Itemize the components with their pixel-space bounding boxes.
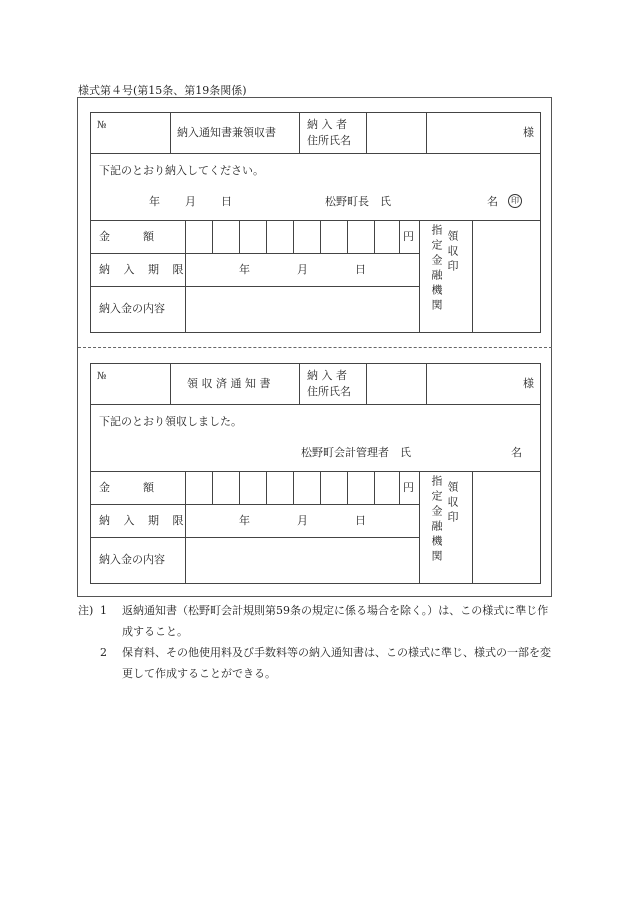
date-year: 年 (149, 195, 160, 208)
instruction-text: 下記のとおり領収しました。 (99, 415, 242, 428)
content-label: 納入金の内容 (99, 302, 165, 315)
receipt-stamp-label: 領収印 (446, 481, 459, 526)
instruction-text: 下記のとおり納入してください。 (99, 164, 264, 177)
note-item (78, 642, 558, 684)
payer-label-line2: 住所氏名 (307, 385, 351, 398)
due-label: 納 入 期 限 (99, 514, 189, 527)
date-day: 日 (221, 195, 232, 208)
issuer-name-label: 名 (487, 195, 498, 208)
note-item (78, 600, 558, 642)
date-month: 月 (185, 195, 196, 208)
due-month: 月 (297, 263, 308, 276)
due-day: 日 (355, 263, 366, 276)
issuer: 松野町長 氏 (325, 195, 391, 208)
yen-label: 円 (403, 481, 414, 494)
note-number: 2 (100, 646, 107, 659)
doc-title: 納入通知書兼領収書 (177, 126, 276, 139)
due-month: 月 (297, 514, 308, 527)
note-number: 1 (100, 604, 107, 617)
receipt-notice-section (90, 363, 541, 584)
doc-title: 領 収 済 通 知 書 (187, 377, 271, 390)
sama-label: 様 (523, 377, 534, 390)
cut-line (78, 347, 552, 348)
due-day: 日 (355, 514, 366, 527)
no-label: № (97, 371, 107, 382)
issuer: 松野町会計管理者 氏 (301, 446, 411, 459)
amount-label: 金 額 (99, 230, 154, 243)
receipt-stamp-label: 領収印 (446, 230, 459, 275)
note-text: 返納通知書（松野町会計規則第59条の規定に係る場合を除く。）は、この様式に準じ作成すること。 (122, 604, 549, 638)
due-year: 年 (239, 263, 250, 276)
no-label: № (97, 120, 107, 131)
due-year: 年 (239, 514, 250, 527)
notes-label: 注) (78, 604, 94, 617)
payer-label-line1: 納 入 者 (307, 118, 347, 131)
yen-label: 円 (403, 230, 414, 243)
due-label: 納 入 期 限 (99, 263, 189, 276)
content-label: 納入金の内容 (99, 553, 165, 566)
notes (78, 600, 558, 684)
notice-receipt-section (90, 112, 541, 333)
form-title: 様式第４号(第15条、第19条関係) (78, 84, 247, 97)
note-text: 保育料、その他使用料及び手数料等の納入通知書は、この様式に準じ、様式の一部を変更して作成することができる。 (122, 646, 551, 680)
payer-label-line2: 住所氏名 (307, 134, 351, 147)
issuer-name-label: 名 (511, 446, 522, 459)
bank-label: 指定金融機関 (430, 224, 443, 314)
bank-label: 指定金融機関 (430, 475, 443, 565)
seal-mark: 印 (508, 194, 522, 208)
payer-label-line1: 納 入 者 (307, 369, 347, 382)
sama-label: 様 (523, 126, 534, 139)
amount-label: 金 額 (99, 481, 154, 494)
